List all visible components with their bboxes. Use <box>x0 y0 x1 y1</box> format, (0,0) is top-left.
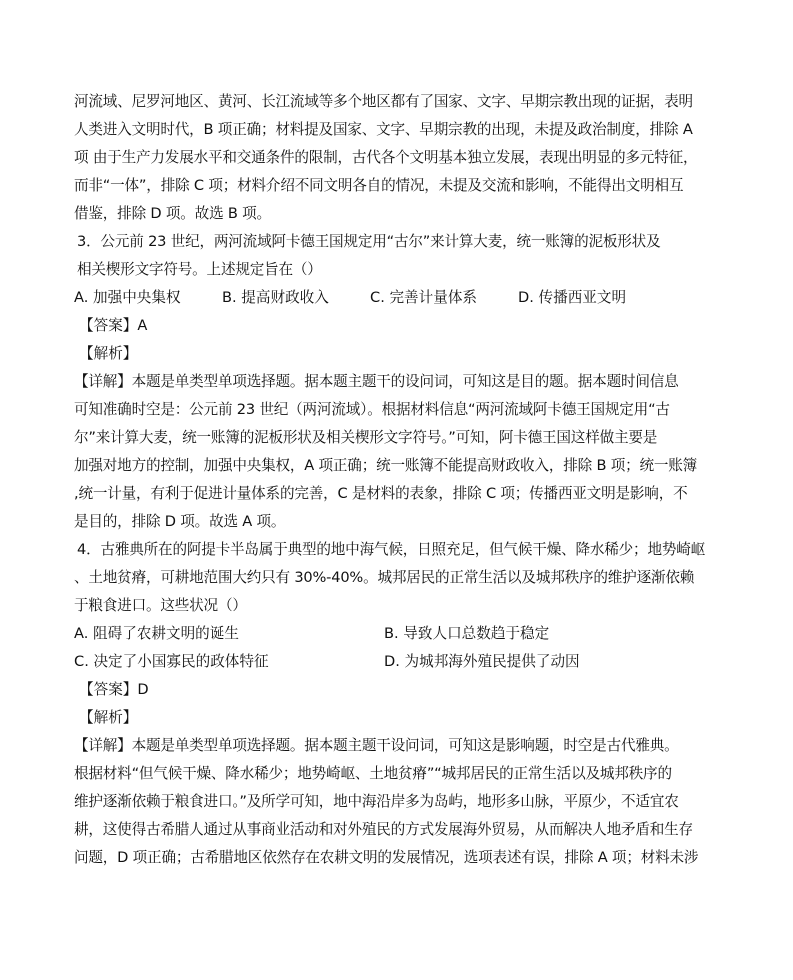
question-4-stem: 于粮食进口。这些状况（） <box>74 597 247 614</box>
analysis-text-line: 项 由于生产力发展水平和交通条件的限制，古代各个文明基本独立发展，表现出明显的多元特征， <box>74 149 698 166</box>
answer-label: 【答案】A <box>79 317 148 334</box>
option-b: B. 提高财政收入 <box>222 289 329 306</box>
detail-text-line: 加强对地方的控制，加强中央集权，A 项正确；统一账簿不能提高财政收入，排除 B 项；统一账簿 <box>74 457 698 474</box>
answer-label: 【答案】D <box>79 681 149 698</box>
question-3-stem: 相关楔形文字符号。上述规定旨在（） <box>77 261 322 278</box>
question-3-stem: 3．公元前 23 世纪，两河流域阿卡德王国规定用“古尔”来计算大麦，统一账簿的泥板形状及 <box>77 233 661 250</box>
question-4-stem: 4．古雅典所在的阿提卡半岛属于典型的地中海气候，日照充足，但气候干燥、降水稀少；地势崎岖 <box>77 541 706 558</box>
option-d: D. 为城邦海外殖民提供了动因 <box>384 653 580 670</box>
detail-text-line: 可知准确时空是：公元前 23 世纪（两河流域）。根据材料信息“两河流域阿卡德王国规定用“古 <box>74 401 670 418</box>
analysis-label: 【解析】 <box>79 345 138 362</box>
option-d: D. 传播西亚文明 <box>518 289 627 306</box>
option-c: C. 决定了小国寡民的政体特征 <box>74 653 269 670</box>
detail-text-line: 【详解】本题是单类型单项选择题。据本题主题干的设问词，可知这是目的题。据本题时间信息 <box>74 373 679 390</box>
detail-text-line: 耕，这使得古希腊人通过从事商业活动和对外殖民的方式发展海外贸易，从而解决人地矛盾和生存 <box>74 821 693 838</box>
document-content <box>74 92 724 876</box>
detail-text-line: 维护逐渐依赖于粮食进口。”及所学可知，地中海沿岸多为岛屿，地形多山脉，平原少，不适宜农 <box>74 793 679 810</box>
analysis-text-line: 借鉴，排除 D 项。故选 B 项。 <box>74 205 271 222</box>
analysis-text-line: 人类进入文明时代，B 项正确；材料提及国家、文字、早期宗教的出现，未提及政治制度，排除 A <box>74 121 693 138</box>
option-a: A. 加强中央集权 <box>74 289 181 306</box>
analysis-text-line: 河流域、尼罗河地区、黄河、长江流域等多个地区都有了国家、文字、早期宗教出现的证据，表明 <box>74 93 693 110</box>
detail-text-line: 问题，D 项正确；古希腊地区依然存在农耕文明的发展情况，选项表述有误，排除 A 项；材料未涉 <box>74 849 699 866</box>
analysis-text-line: 而非“一体”，排除 C 项；材料介绍不同文明各自的情况，未提及交流和影响，不能得出文明相互 <box>74 177 684 194</box>
option-a: A. 阻碍了农耕文明的诞生 <box>74 625 239 642</box>
option-c: C. 完善计量体系 <box>370 289 478 306</box>
detail-text-line: 根据材料“但气候干燥、降水稀少；地势崎岖、土地贫瘠”“城邦居民的正常生活以及城邦秩序的 <box>74 765 672 782</box>
detail-text-line: 是目的，排除 D 项。故选 A 项。 <box>74 513 286 530</box>
question-3-options <box>74 288 724 308</box>
question-4-options-row-2 <box>74 652 724 672</box>
question-4-stem: 、土地贫瘠，可耕地范围大约只有 30%-40%。城邦居民的正常生活以及城邦秩序的维护逐渐依赖 <box>74 569 695 586</box>
detail-text-line: 【详解】本题是单类型单项选择题。据本题主题干设问词，可知这是影响题，时空是古代雅典。 <box>74 737 679 754</box>
analysis-label: 【解析】 <box>79 709 138 726</box>
question-4-options-row-1 <box>74 624 724 644</box>
option-b: B. 导致人口总数趋于稳定 <box>384 625 550 642</box>
detail-text-line: 尔”来计算大麦，统一账簿的泥板形状及相关楔形文字符号。”可知，阿卡德王国这样做主要是 <box>74 429 658 446</box>
detail-text-line: ,统一计量，有利于促进计量体系的完善，C 是材料的表象，排除 C 项；传播西亚文明是影响，不 <box>74 485 688 502</box>
